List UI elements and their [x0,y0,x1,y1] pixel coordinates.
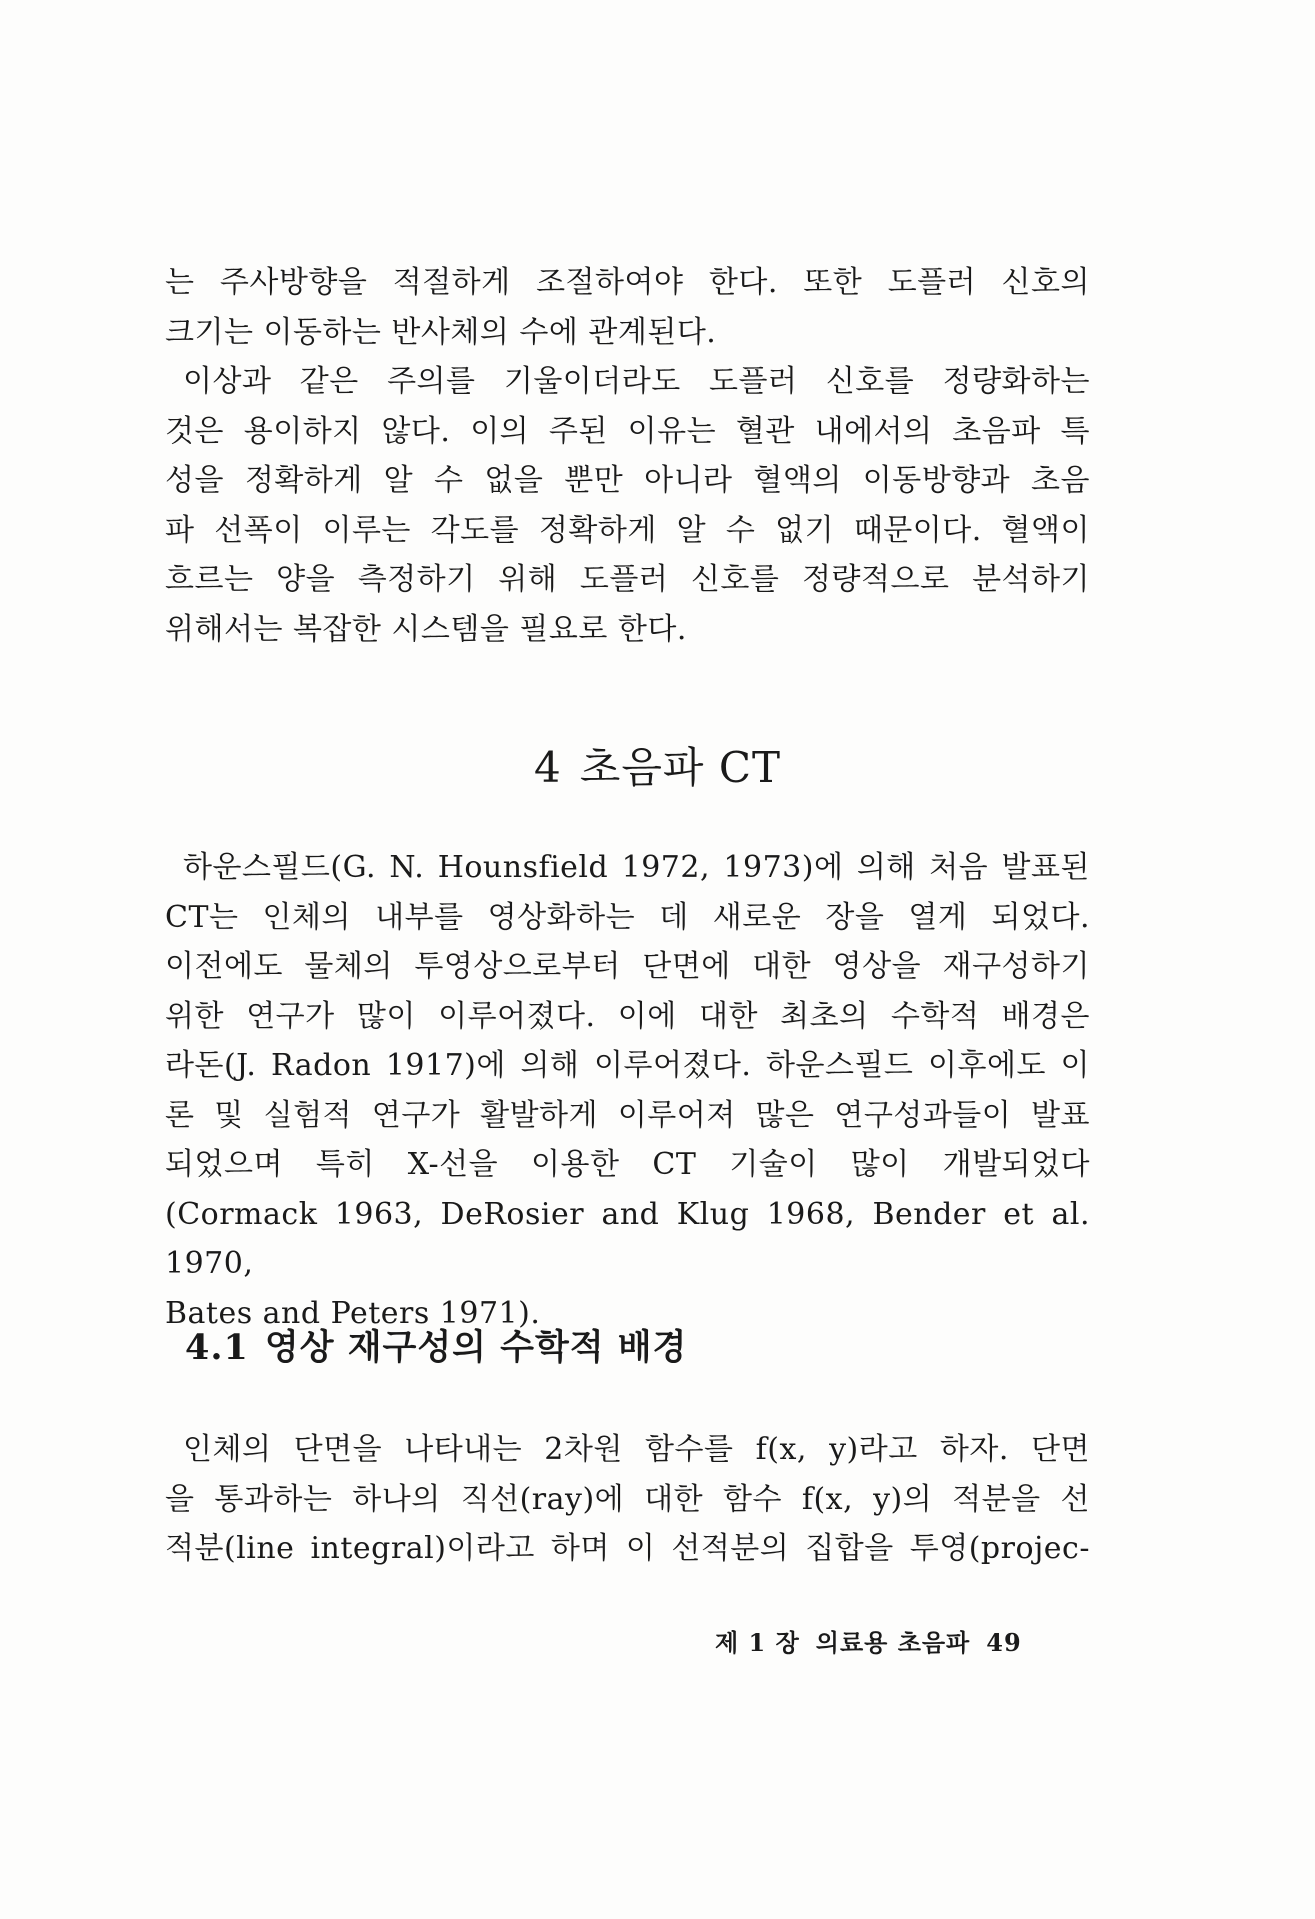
text-line: 흐르는 양을 측정하기 위해 도플러 신호를 정량적으로 분석하기 [165,562,1090,597]
paragraph-doppler-quantification [165,357,1090,654]
paragraph-ct-history [165,843,1090,1338]
text-line: 적분(line integral)이라고 하며 이 선적분의 집합을 투영(projec- [165,1531,1090,1566]
page-number: 49 [986,1628,1022,1657]
text-line: 을 통과하는 하나의 직선(ray)에 대한 함수 f(x, y)의 적분을 선 [165,1481,1090,1517]
text-line: 위한 연구가 많이 이루어졌다. 이에 대한 최초의 수학적 배경은 [165,998,1090,1034]
text-line: 이상과 같은 주의를 기울이더라도 도플러 신호를 정량화하는 [183,364,1090,399]
text-line: 되었으며 특히 X-선을 이용한 CT 기술이 많이 개발되었다 [165,1147,1090,1182]
text-line: 이전에도 물체의 투영상으로부터 단면에 대한 영상을 재구성하기 [165,949,1090,984]
subsection-heading [185,1323,687,1373]
text-line: 라돈(J. Radon 1917)에 의해 이루어졌다. 하운스필드 이후에도 이 [165,1048,1090,1083]
text-line: 것은 용이하지 않다. 이의 주된 이유는 혈관 내에서의 초음파 특 [165,413,1090,449]
section-number: 4 [534,743,562,792]
text-line: (Cormack 1963, DeRosier and Klug 1968, Bender et al. 1970, [165,1196,1090,1281]
text-line: 파 선폭이 이루는 각도를 정확하게 알 수 없기 때문이다. 혈액이 [165,512,1090,548]
text-line: 크기는 이동하는 반사체의 수에 관계된다. [165,314,717,350]
section-heading [0,738,1315,798]
text-line: 하운스필드(G. N. Hounsfield 1972, 1973)에 의해 처음 발표된 [183,850,1090,885]
text-line: 는 주사방향을 적절하게 조절하여야 한다. 또한 도플러 신호의 [165,265,1090,300]
text-line: Bates and Peters 1971). [165,1295,541,1331]
paragraph-reconstruction-math [165,1425,1090,1574]
page-footer [715,1625,1022,1661]
text-line: 위해서는 복잡한 시스템을 필요로 한다. [165,611,687,647]
text-line: CT는 인체의 내부를 영상화하는 데 새로운 장을 열게 되었다. [165,899,1090,935]
text-line: 성을 정확하게 알 수 없을 뿐만 아니라 혈액의 이동방향과 초음 [165,463,1090,498]
section-title-text: 초음파 CT [579,743,781,792]
footer-chapter-title: 의료용 초음파 [815,1628,971,1657]
text-line: 론 및 실험적 연구가 활발하게 이루어져 많은 연구성과들이 발표 [165,1097,1090,1133]
text-line: 인체의 단면을 나타내는 2차원 함수를 f(x, y)라고 하자. 단면 [183,1432,1090,1467]
footer-chapter: 제 1 장 [715,1628,800,1657]
subsection-number: 4.1 [185,1327,249,1368]
subsection-title-text: 영상 재구성의 수학적 배경 [264,1327,688,1368]
paragraph-doppler-direction [165,258,1090,357]
